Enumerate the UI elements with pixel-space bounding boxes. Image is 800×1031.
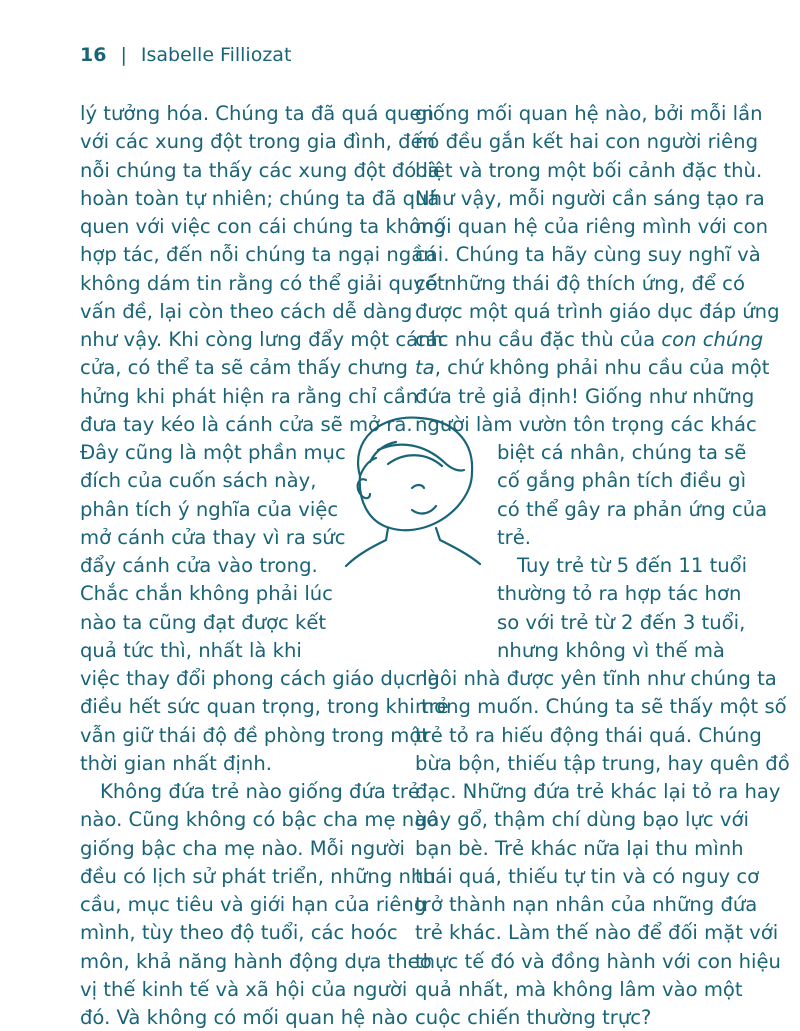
page-header	[80, 44, 291, 66]
left-line: không dám tin rằng có thể giải quyết	[80, 271, 445, 295]
left-line: Chắc chắn không phải lúc	[80, 582, 333, 606]
right-line: bừa bộn, thiếu tập trung, hay quên đồ	[415, 751, 790, 775]
left-line: vẫn giữ thái độ đề phòng trong một	[80, 723, 429, 747]
right-line: người làm vườn tôn trọng các khác	[415, 412, 757, 436]
right-line: biệt và trong một bối cảnh đặc thù.	[415, 158, 763, 182]
right-line: Như vậy, mỗi người cần sáng tạo ra	[415, 186, 765, 210]
left-line: môn, khả năng hành động dựa theo	[80, 949, 432, 973]
author-name: Isabelle Filliozat	[140, 44, 292, 66]
right-line: trẻ tỏ ra hiếu động thái quá. Chúng	[415, 723, 762, 747]
right-line: được một quá trình giáo dục đáp ứng	[415, 299, 780, 323]
right-line: quả nhất, mà không lâm vào một	[415, 977, 743, 1001]
italic-text: ta	[415, 356, 435, 380]
right-line: thái quá, thiếu tự tin và có nguy cơ	[415, 864, 760, 888]
left-line: đưa tay kéo là cánh cửa sẽ mở ra.	[80, 412, 413, 436]
left-line: nào ta cũng đạt được kết	[80, 610, 327, 634]
right-line-mixed	[415, 355, 769, 381]
left-line: hửng khi phát hiện ra rằng chỉ cần	[80, 384, 419, 408]
right-line: trở thành nạn nhân của những đứa	[415, 893, 758, 916]
left-line: hợp tác, đến nỗi chúng ta ngại ngần	[80, 243, 436, 267]
left-line: mở cánh cửa thay vì ra sức	[80, 525, 346, 549]
child-face-drawing-icon	[340, 410, 490, 570]
left-line: quen với việc con cái chúng ta không	[80, 215, 446, 238]
left-line: nỗi chúng ta thấy các xung đột đó là	[80, 158, 440, 182]
right-line: giống mối quan hệ nào, bởi mỗi lần	[415, 102, 763, 125]
right-line: thực tế đó và đồng hành với con hiệu	[415, 949, 781, 973]
left-line: lý tưởng hóa. Chúng ta đã quá quen	[80, 102, 434, 125]
left-line: như vậy. Khi còng lưng đẩy một cánh	[80, 328, 443, 351]
left-line: với các xung đột trong gia đình, đến	[80, 130, 436, 154]
right-line: có thể gây ra phản ứng của	[497, 497, 768, 521]
right-line: cố gắng phân tích điều gì	[497, 469, 747, 493]
left-line: mình, tùy theo độ tuổi, các hoóc	[80, 921, 398, 945]
right-line: mối quan hệ của riêng mình với con	[415, 215, 769, 238]
left-line: vấn đề, lại còn theo cách dễ dàng	[80, 299, 413, 323]
left-line: đó. Và không có mối quan hệ nào	[80, 1006, 408, 1029]
right-line: trẻ khác. Làm thế nào để đối mặt với	[415, 921, 779, 945]
left-line: việc thay đổi phong cách giáo dục là	[80, 667, 440, 690]
left-line: cửa, có thể ta sẽ cảm thấy chưng	[80, 356, 408, 380]
right-line: biệt cá nhân, chúng ta sẽ	[497, 441, 747, 464]
right-line: Tuy trẻ từ 5 đến 11 tuổi	[517, 554, 748, 577]
right-line: đứa trẻ giả định! Giống như những	[415, 384, 755, 408]
right-line: ngôi nhà được yên tĩnh như chúng ta	[415, 667, 777, 690]
plain-text: các nhu cầu đặc thù của	[415, 328, 662, 351]
left-line: đẩy cánh cửa vào trong.	[80, 554, 318, 577]
left-line: giống bậc cha mẹ nào. Mỗi người	[80, 836, 405, 860]
right-line: nhưng không vì thế mà	[497, 638, 725, 662]
left-line: hoàn toàn tự nhiên; chúng ta đã quá	[80, 186, 440, 210]
left-line: Không đứa trẻ nào giống đứa trẻ	[100, 780, 420, 803]
plain-text: , chứ không phải nhu cầu của một	[434, 356, 770, 380]
right-line: trẻ.	[497, 525, 532, 549]
right-line: có những thái độ thích ứng, để có	[415, 271, 745, 295]
left-line: phân tích ý nghĩa của việc	[80, 497, 339, 521]
right-line-mixed	[415, 327, 763, 353]
left-line: Đây cũng là một phần mục	[80, 441, 346, 464]
right-line: gây gổ, thậm chí dùng bạo lực với	[415, 808, 749, 832]
left-line: nào. Cũng không có bậc cha mẹ nào	[80, 808, 439, 832]
left-line: đều có lịch sử phát triển, những nhu	[80, 864, 436, 888]
header-separator: |	[120, 44, 127, 66]
right-line: so với trẻ từ 2 đến 3 tuổi,	[497, 610, 746, 634]
left-line: điều hết sức quan trọng, trong khi trẻ	[80, 695, 449, 719]
left-line: đích của cuốn sách này,	[80, 469, 317, 493]
left-line: vị thế kinh tế và xã hội của người	[80, 977, 408, 1001]
right-line: nó đều gắn kết hai con người riêng	[415, 130, 759, 154]
italic-text: con chúng	[661, 328, 764, 351]
right-line: bạn bè. Trẻ khác nữa lại thu mình	[415, 836, 744, 860]
left-line: cầu, mục tiêu và giới hạn của riêng	[80, 893, 427, 916]
page-number: 16	[80, 44, 107, 66]
right-line: cái. Chúng ta hãy cùng suy nghĩ và	[415, 243, 761, 267]
left-line: quả tức thì, nhất là khi	[80, 638, 302, 662]
right-line: cuộc chiến thường trực?	[415, 1006, 652, 1029]
right-line: thường tỏ ra hợp tác hơn	[497, 582, 742, 606]
right-line: mong muốn. Chúng ta sẽ thấy một số	[415, 695, 787, 719]
left-line: thời gian nhất định.	[80, 751, 272, 775]
right-line: đạc. Những đứa trẻ khác lại tỏ ra hay	[415, 780, 781, 803]
